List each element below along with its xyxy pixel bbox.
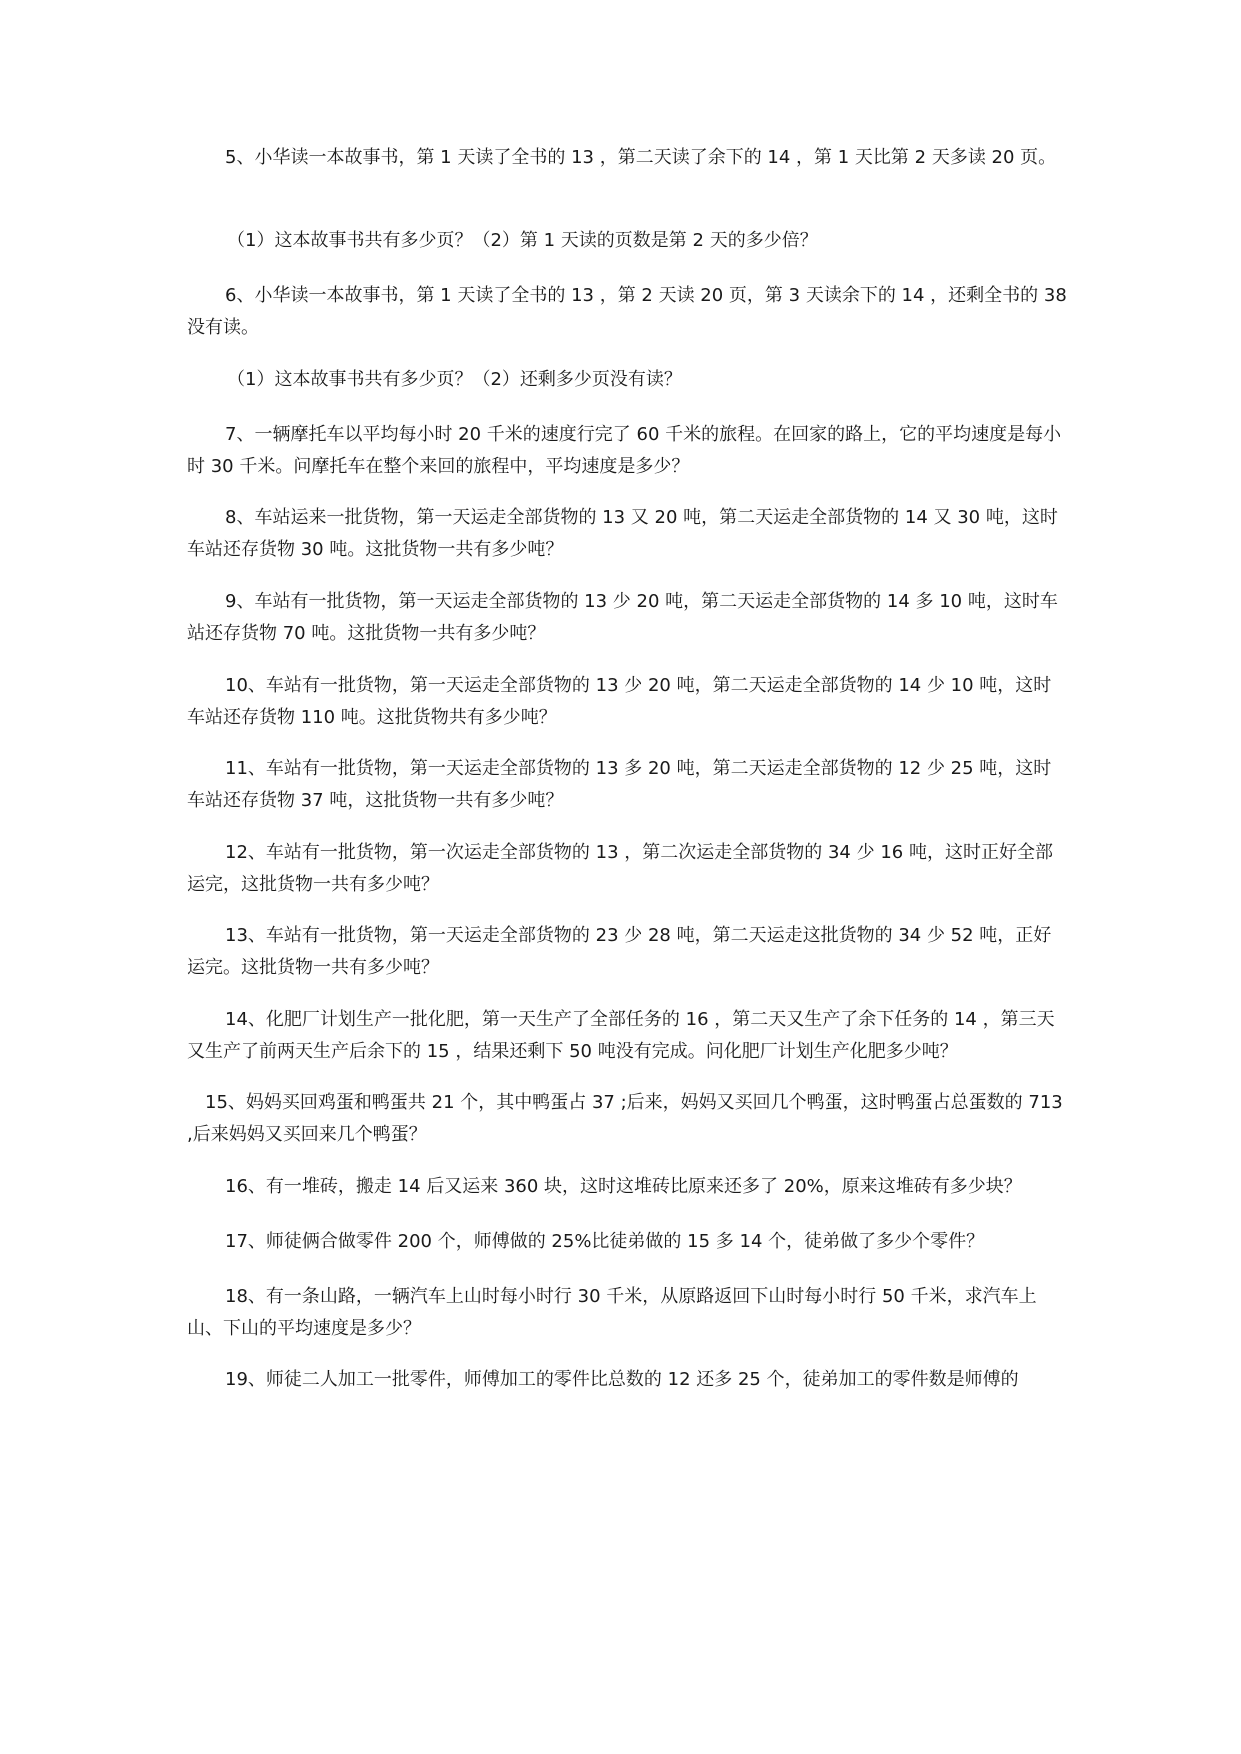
problem-6: 6、小华读一本故事书，第 1 天读了全书的 13 ，第 2 天读 20 页，第 3 天读余下的 14 ，还剩全书的 38 没有读。 xyxy=(187,285,1067,338)
problem-18: 18、有一条山路，一辆汽车上山时每小时行 30 千米，从原路返回下山时每小时行 50 千米，求汽车上山、下山的平均速度是多少？ xyxy=(187,1286,1037,1339)
problem-12: 12、车站有一批货物，第一次运走全部货物的 13 ，第二次运走全部货物的 34 少 16 吨，这时正好全部运完，这批货物一共有多少吨？ xyxy=(187,842,1053,895)
problem-16: 16、有一堆砖，搬走 14 后又运来 360 块，这时这堆砖比原来还多了 20%，原来这堆砖有多少块？ xyxy=(225,1176,1022,1197)
problem-15: 15、妈妈买回鸡蛋和鸭蛋共 21 个，其中鸭蛋占 37 ;后来，妈妈又买回几个鸭蛋，这时鸭蛋占总蛋数的 713 ,后来妈妈又买回来几个鸭蛋？ xyxy=(187,1092,1063,1145)
problem-13: 13、车站有一批货物，第一天运走全部货物的 23 少 28 吨，第二天运走这批货物的 34 少 52 吨，正好运完。这批货物一共有多少吨？ xyxy=(187,925,1052,978)
problem-6-questions: （1）这本故事书共有多少页？（2）还剩多少页没有读？ xyxy=(227,369,682,390)
problem-11: 11、车站有一批货物，第一天运走全部货物的 13 多 20 吨，第二天运走全部货物的 12 少 25 吨，这时车站还存货物 37 吨，这批货物一共有多少吨？ xyxy=(187,758,1052,811)
problem-19: 19、师徒二人加工一批零件，师傅加工的零件比总数的 12 还多 25 个，徒弟加工的零件数是师傅的 xyxy=(225,1369,1019,1390)
problem-5: 5、小华读一本故事书，第 1 天读了全书的 13 ，第二天读了余下的 14 ，第 1 天比第 2 天多读 20 页。 xyxy=(225,147,1057,168)
problem-7: 7、一辆摩托车以平均每小时 20 千米的速度行完了 60 千米的旅程。在回家的路上，它的平均速度是每小时 30 千米。问摩托车在整个来回的旅程中，平均速度是多少？ xyxy=(187,424,1062,477)
problem-9: 9、车站有一批货物，第一天运走全部货物的 13 少 20 吨，第二天运走全部货物的 14 多 10 吨，这时车站还存货物 70 吨。这批货物一共有多少吨？ xyxy=(187,591,1058,644)
problem-14: 14、化肥厂计划生产一批化肥，第一天生产了全部任务的 16 ，第二天又生产了余下任务的 14 ，第三天又生产了前两天生产后余下的 15 ，结果还剩下 50 吨没有完成。问化肥厂计划生产化肥多少吨？ xyxy=(187,1009,1055,1062)
problem-17: 17、师徒俩合做零件 200 个，师傅做的 25%比徒弟做的 15 多 14 个，徒弟做了多少个零件？ xyxy=(225,1231,985,1252)
problem-5-questions: （1）这本故事书共有多少页？（2）第 1 天读的页数是第 2 天的多少倍？ xyxy=(227,230,818,251)
problem-10: 10、车站有一批货物，第一天运走全部货物的 13 少 20 吨，第二天运走全部货物的 14 少 10 吨，这时车站还存货物 110 吨。这批货物共有多少吨？ xyxy=(187,675,1052,728)
problem-8: 8、车站运来一批货物，第一天运走全部货物的 13 又 20 吨，第二天运走全部货物的 14 又 30 吨，这时车站还存货物 30 吨。这批货物一共有多少吨？ xyxy=(187,507,1058,560)
